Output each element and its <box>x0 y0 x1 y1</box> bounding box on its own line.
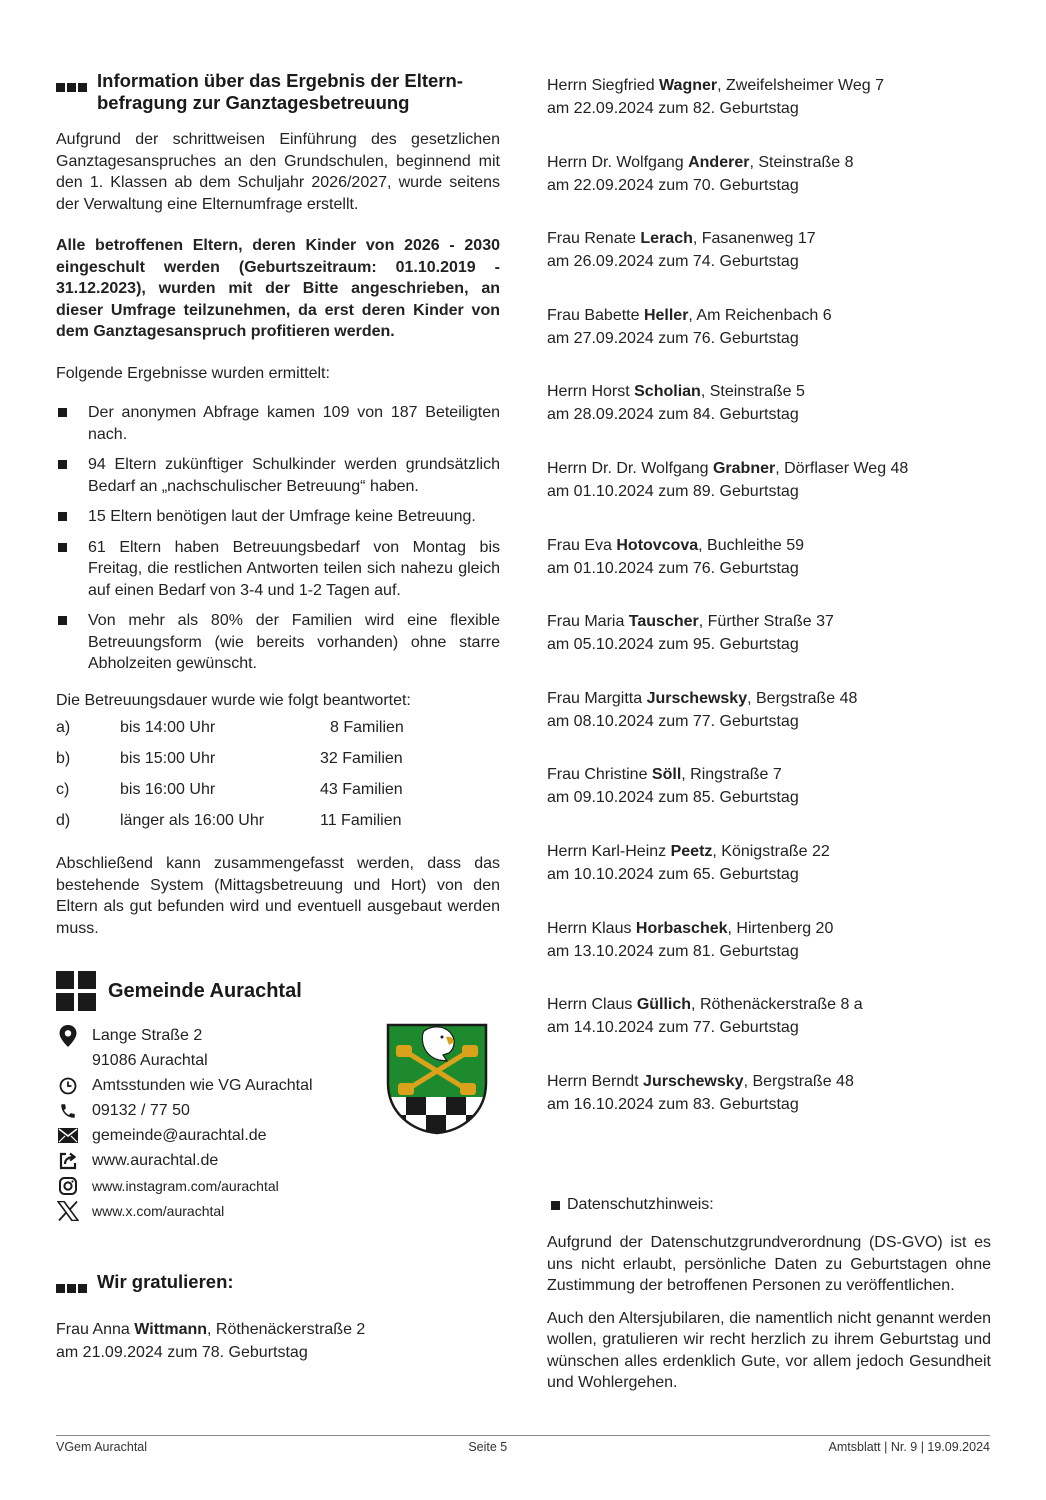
bullet-square-icon <box>58 616 67 625</box>
list-item: Der anonymen Abfrage kamen 109 von 187 Beteiligten nach. <box>56 402 500 445</box>
congrats-heading: Wir gratulieren: <box>56 1271 500 1298</box>
article-heading: Information über das Ergebnis der Eltern-befragung zur Ganztagesbetreuung <box>56 70 500 114</box>
x-row <box>56 1198 500 1223</box>
birthday-entry: Herrn Claus Güllich, Röthenäckerstraße 8 a am 14.10.2024 zum 77. Geburtstag <box>547 996 863 1037</box>
results-list <box>56 402 500 675</box>
list-item: 15 Eltern benötigen laut der Umfrage keine Betreuung. <box>56 506 500 528</box>
bullet-square-icon <box>58 408 67 417</box>
article-intro: Aufgrund der schrittweisen Einführung des gesetzlichen Ganztagesanspruches an den Grundschulen, beginnend mit den 1. Klassen ab dem Schuljahr 2026/2027, wurde seitens der Verwaltung eine Elternumfrage erstellt. <box>56 131 500 213</box>
list-item: 94 Eltern zukünftiger Schulkinder werden grundsätzlich Bedarf an „nachschulischer Betreuung“ haben. <box>56 454 500 497</box>
list-item: Von mehr als 80% der Familien wird eine flexible Betreuungsform (wie bereits vorhanden) ohne starre Abholzeiten gewünscht. <box>56 610 500 675</box>
birthday-entry: Herrn Horst Scholian, Steinstraße 5 am 28.09.2024 zum 84. Geburtstag <box>547 383 805 424</box>
article-conclusion: Abschließend kann zusammengefasst werden, dass das bestehende System (Mittagsbetreuung und Hort) von den Eltern als gut befunden wird und eventuell ausgebaut werden muss. <box>56 855 500 937</box>
footer-issue: Amtsblatt | Nr. 9 | 19.09.2024 <box>828 1440 990 1454</box>
article-bold-paragraph: Alle betroffenen Eltern, deren Kinder von 2026 - 2030 eingeschult werden (Geburtszeitraum: 01.10.2019 - 31.12.2023), wurden mit der Bitte angeschrieben, an dieser Umfrage teilzunehmen, da erst deren Kinder von dem Ganztagesanspruch profitieren werden. <box>56 237 500 340</box>
gemeinde-grid-icon <box>56 971 96 1011</box>
birthday-entry: Frau Maria Tauscher, Fürther Straße 37 am 05.10.2024 zum 95. Geburtstag <box>547 613 834 654</box>
table-row: c) bis 16:00 Uhr 43 Familien <box>56 781 403 798</box>
duration-table <box>56 719 404 843</box>
privacy-paragraph-1: Aufgrund der Datenschutzgrundverordnung (DS-GVO) ist es uns nicht erlaubt, persönliche Daten zu Geburtstagen ohne Zustimmung der betroffenen Personen zu veröffentlichen. <box>547 1234 991 1294</box>
privacy-heading: Datenschutzhinweis: <box>547 1196 991 1214</box>
coat-of-arms-logo <box>386 1023 488 1140</box>
left-column <box>56 70 500 1364</box>
birthday-entry: Herrn Berndt Jurschewsky, Bergstraße 48 am 16.10.2024 zum 83. Geburtstag <box>547 1072 854 1113</box>
birthday-entry: Frau Babette Heller, Am Reichenbach 6 am 27.09.2024 zum 76. Geburtstag <box>547 306 832 347</box>
phone-row: 09132 / 77 50 <box>56 1098 500 1123</box>
birthday-entry: Herrn Dr. Dr. Wolfgang Grabner, Dörflaser Weg 48 am 01.10.2024 zum 89. Geburtstag <box>547 459 909 500</box>
bullet-square-icon <box>58 512 67 521</box>
birthday-entry: Herrn Siegfried Wagner, Zweifelsheimer Weg 7 am 22.09.2024 zum 82. Geburtstag <box>547 77 884 117</box>
mail-icon <box>56 1128 80 1143</box>
gemeinde-title: Gemeinde Aurachtal <box>108 979 302 1002</box>
bullet-square-icon <box>551 1201 560 1210</box>
heading-marker-icon <box>56 70 89 114</box>
footer-left: VGem Aurachtal <box>56 1440 148 1454</box>
page-footer <box>56 1435 990 1454</box>
phone-icon <box>56 1102 80 1120</box>
bullet-square-icon <box>58 543 67 552</box>
birthday-list <box>547 74 991 1146</box>
instagram-link[interactable]: www.instagram.com/aurachtal <box>92 1177 279 1194</box>
gemeinde-header <box>56 971 500 1011</box>
birthday-entry: Frau Christine Söll, Ringstraße 7 am 09.10.2024 zum 85. Geburtstag <box>547 766 799 807</box>
privacy-notice <box>547 1196 991 1394</box>
birthday-entry: Frau Margitta Jurschewsky, Bergstraße 48 am 08.10.2024 zum 77. Geburtstag <box>547 689 858 730</box>
instagram-icon <box>56 1177 80 1195</box>
heading-marker-icon <box>56 1271 89 1298</box>
right-column <box>547 74 991 1391</box>
bullet-square-icon <box>58 460 67 469</box>
birthday-entry: Frau Eva Hotovcova, Buchleithe 59 am 01.10.2024 zum 76. Geburtstag <box>547 536 805 577</box>
web-row <box>56 1148 500 1173</box>
duration-intro: Die Betreuungsdauer wurde wie folgt beantwortet: <box>56 691 411 709</box>
website-link[interactable]: www.aurachtal.de <box>92 1151 219 1169</box>
x-link[interactable]: www.x.com/aurachtal <box>92 1202 225 1219</box>
list-item: 61 Eltern haben Betreuungsbedarf von Montag bis Freitag, die restlichen Antworten teilen sich nahezu gleich auf einen Bedarf von 3-4 und 1-2 Tagen auf. <box>56 537 500 602</box>
hours-row: Amtsstunden wie VG Aurachtal <box>56 1073 500 1098</box>
gemeinde-contact <box>56 1023 500 1223</box>
instagram-row <box>56 1173 500 1198</box>
table-row: d) länger als 16:00 Uhr 11 Familien <box>56 812 402 829</box>
table-row: b) bis 15:00 Uhr 32 Familien <box>56 750 403 767</box>
birthday-entry: Frau Renate Lerach, Fasanenweg 17 am 26.09.2024 zum 74. Geburtstag <box>547 230 816 271</box>
birthday-entry: Herrn Dr. Wolfgang Anderer, Steinstraße 8 am 22.09.2024 zum 70. Geburtstag <box>547 153 854 194</box>
results-intro: Folgende Ergebnisse wurden ermittelt: <box>56 364 330 382</box>
birthday-entry: Frau Anna Wittmann, Röthenäckerstraße 2 am 21.09.2024 zum 78. Geburtstag <box>56 1321 366 1361</box>
x-logo-icon <box>56 1201 80 1221</box>
external-link-icon <box>56 1152 80 1170</box>
privacy-paragraph-2: Auch den Altersjubilaren, die namentlich nicht genannt werden wollen, gratulieren wir recht herzlich zu ihrem Geburtstag und wünschen alles erdenklich Gute, vor allem jedoch Gesundheit und Wohlergehen. <box>547 1309 991 1391</box>
clock-icon <box>56 1077 80 1095</box>
address-row: Lange Straße 2 <box>56 1023 500 1048</box>
birthday-entry: Herrn Karl-Heinz Peetz, Königstraße 22 am 10.10.2024 zum 65. Geburtstag <box>547 842 830 883</box>
birthday-entry: Herrn Klaus Horbaschek, Hirtenberg 20 am 13.10.2024 zum 81. Geburtstag <box>547 919 834 960</box>
location-pin-icon <box>56 1025 80 1047</box>
email-link[interactable]: gemeinde@aurachtal.de <box>92 1126 267 1144</box>
footer-page-number: Seite 5 <box>468 1440 508 1454</box>
city-row: 91086 Aurachtal <box>92 1051 208 1069</box>
table-row: a) bis 14:00 Uhr 8 Familien <box>56 719 404 736</box>
